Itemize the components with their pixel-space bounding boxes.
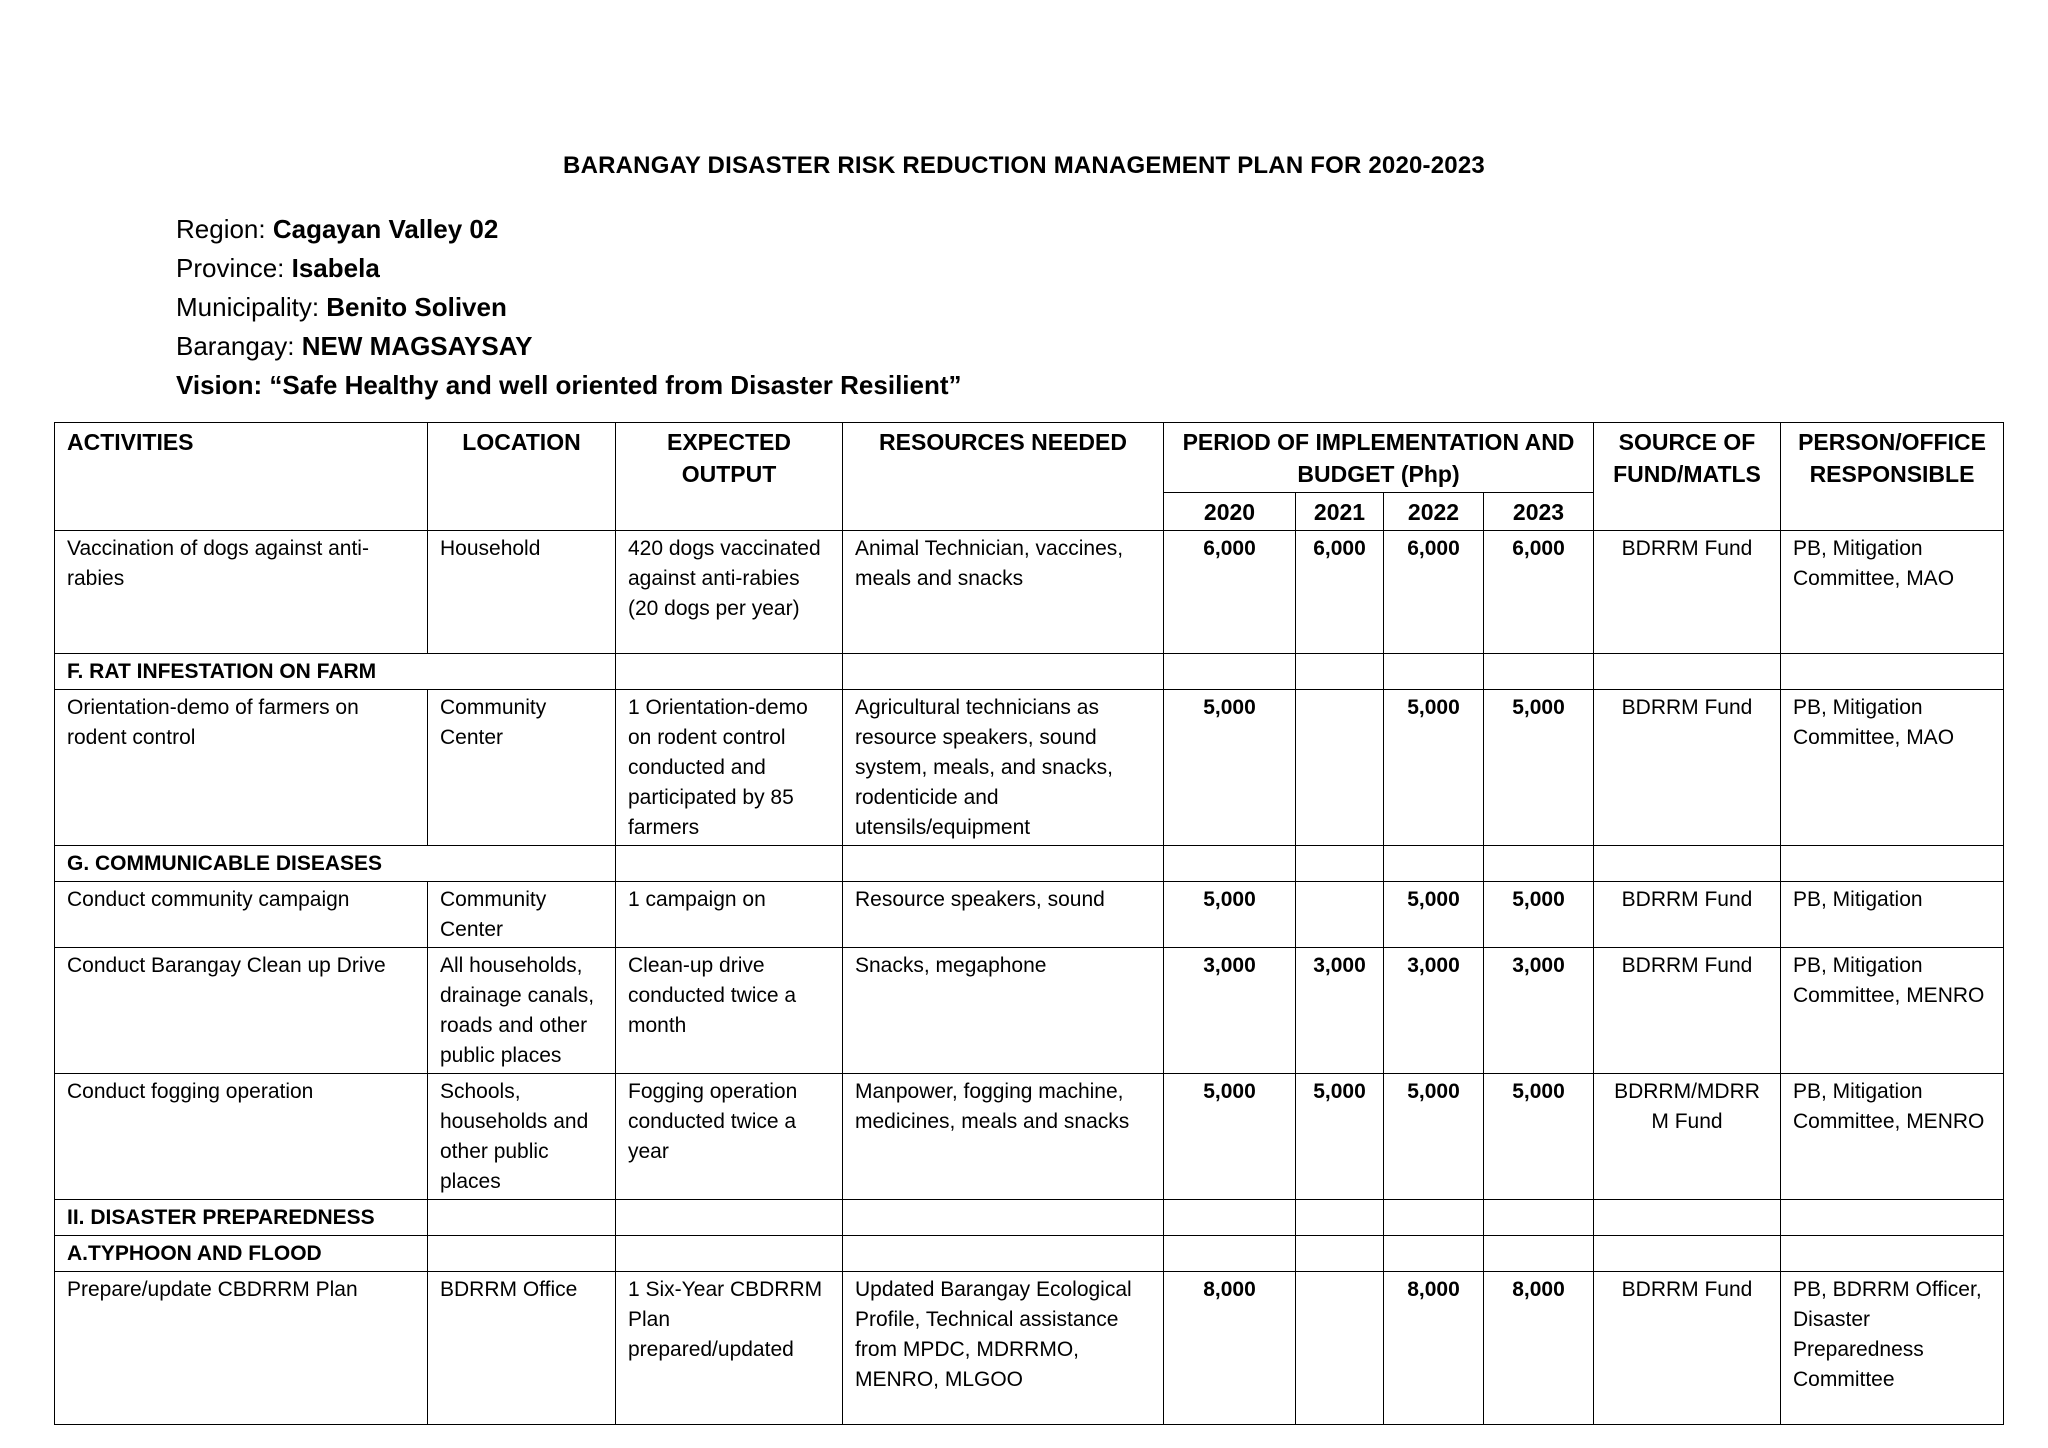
budget-2020-cell: 5,000	[1164, 690, 1296, 846]
empty-cell	[1164, 1236, 1296, 1272]
person-responsible-cell: PB, Mitigation Committee, MAO	[1781, 531, 2004, 654]
empty-cell	[1384, 1236, 1484, 1272]
location-cell: All households, drainage canals, roads and other public places	[428, 948, 616, 1074]
empty-cell	[843, 1236, 1164, 1272]
header-location: LOCATION	[428, 423, 616, 531]
table-row	[55, 1074, 2004, 1200]
budget-2022-cell: 8,000	[1384, 1272, 1484, 1425]
empty-cell	[1296, 654, 1384, 690]
source-of-fund-cell: BDRRM Fund	[1594, 882, 1781, 948]
header-year-2023: 2023	[1484, 493, 1594, 531]
empty-cell	[616, 654, 843, 690]
municipality-value: Benito Soliven	[326, 292, 507, 322]
barangay-line	[176, 327, 962, 366]
plan-table	[54, 422, 2004, 1425]
budget-2022-cell: 5,000	[1384, 690, 1484, 846]
budget-2023-cell: 5,000	[1484, 690, 1594, 846]
empty-cell	[1594, 846, 1781, 882]
expected-output-cell: 1 Six-Year CBDRRM Plan prepared/updated	[616, 1272, 843, 1425]
header-expected-output: EXPECTED OUTPUT	[616, 423, 843, 531]
empty-cell	[428, 1236, 616, 1272]
document-title: BARANGAY DISASTER RISK REDUCTION MANAGEMENT PLAN FOR 2020-2023	[563, 152, 1485, 179]
budget-2021-cell	[1296, 690, 1384, 846]
source-of-fund-cell: BDRRM Fund	[1594, 948, 1781, 1074]
table-row	[55, 882, 2004, 948]
source-of-fund-cell: BDRRM/MDRRM Fund	[1594, 1074, 1781, 1200]
empty-cell	[1781, 654, 2004, 690]
section-heading: II. DISASTER PREPAREDNESS	[55, 1200, 428, 1236]
empty-cell	[1781, 1200, 2004, 1236]
resources-cell: Resource speakers, sound	[843, 882, 1164, 948]
budget-2022-cell: 5,000	[1384, 882, 1484, 948]
empty-cell	[843, 846, 1164, 882]
table-row	[55, 531, 2004, 654]
empty-cell	[1164, 846, 1296, 882]
municipality-label: Municipality:	[176, 292, 327, 322]
budget-2022-cell: 3,000	[1384, 948, 1484, 1074]
resources-cell: Snacks, megaphone	[843, 948, 1164, 1074]
municipality-line	[176, 288, 962, 327]
empty-cell	[1384, 846, 1484, 882]
person-responsible-cell: PB, Mitigation Committee, MENRO	[1781, 948, 2004, 1074]
budget-2023-cell: 3,000	[1484, 948, 1594, 1074]
budget-2020-cell: 6,000	[1164, 531, 1296, 654]
expected-output-cell: Clean-up drive conducted twice a month	[616, 948, 843, 1074]
region-label: Region:	[176, 214, 273, 244]
location-cell: BDRRM Office	[428, 1272, 616, 1425]
empty-cell	[1781, 846, 2004, 882]
empty-cell	[1781, 1236, 2004, 1272]
expected-output-cell: Fogging operation conducted twice a year	[616, 1074, 843, 1200]
resources-cell: Updated Barangay Ecological Profile, Technical assistance from MPDC, MDRRMO, MENRO, MLGOO	[843, 1272, 1164, 1425]
activity-cell: Conduct community campaign	[55, 882, 428, 948]
empty-cell	[1164, 654, 1296, 690]
empty-cell	[1484, 846, 1594, 882]
budget-2020-cell: 8,000	[1164, 1272, 1296, 1425]
province-label: Province:	[176, 253, 292, 283]
empty-cell	[843, 654, 1164, 690]
budget-2022-cell: 6,000	[1384, 531, 1484, 654]
activity-cell: Vaccination of dogs against anti-rabies	[55, 531, 428, 654]
person-responsible-cell: PB, BDRRM Officer, Disaster Preparedness Committee	[1781, 1272, 2004, 1425]
expected-output-cell: 1 campaign on	[616, 882, 843, 948]
section-heading: A.TYPHOON AND FLOOD	[55, 1236, 428, 1272]
activity-cell: Conduct Barangay Clean up Drive	[55, 948, 428, 1074]
province-line	[176, 249, 962, 288]
section-row	[55, 1200, 2004, 1236]
empty-cell	[1384, 654, 1484, 690]
region-value: Cagayan Valley 02	[272, 214, 499, 244]
location-cell: Household	[428, 531, 616, 654]
budget-2021-cell	[1296, 1272, 1384, 1425]
budget-2021-cell: 5,000	[1296, 1074, 1384, 1200]
empty-cell	[1484, 1236, 1594, 1272]
person-responsible-cell: PB, Mitigation Committee, MAO	[1781, 690, 2004, 846]
budget-2020-cell: 3,000	[1164, 948, 1296, 1074]
section-row	[55, 654, 2004, 690]
source-of-fund-cell: BDRRM Fund	[1594, 531, 1781, 654]
activity-cell: Orientation-demo of farmers on rodent control	[55, 690, 428, 846]
budget-2023-cell: 6,000	[1484, 531, 1594, 654]
empty-cell	[1484, 654, 1594, 690]
empty-cell	[1594, 1200, 1781, 1236]
resources-cell: Animal Technician, vaccines, meals and snacks	[843, 531, 1164, 654]
budget-2023-cell: 5,000	[1484, 882, 1594, 948]
plan-table-body	[55, 531, 2004, 1425]
table-row	[55, 1272, 2004, 1425]
table-row	[55, 690, 2004, 846]
header-year-2021: 2021	[1296, 493, 1384, 531]
budget-2023-cell: 5,000	[1484, 1074, 1594, 1200]
activity-cell: Prepare/update CBDRRM Plan	[55, 1272, 428, 1425]
barangay-value: NEW MAGSAYSAY	[301, 331, 533, 361]
region-line	[176, 210, 962, 249]
header-period: PERIOD OF IMPLEMENTATION AND BUDGET (Php)	[1164, 423, 1594, 493]
source-of-fund-cell: BDRRM Fund	[1594, 690, 1781, 846]
source-of-fund-cell: BDRRM Fund	[1594, 1272, 1781, 1425]
empty-cell	[1384, 1200, 1484, 1236]
vision-statement: Vision: “Safe Healthy and well oriented from Disaster Resilient”	[176, 370, 962, 400]
empty-cell	[616, 1200, 843, 1236]
header-row	[55, 423, 2004, 493]
header-year-2022: 2022	[1384, 493, 1484, 531]
budget-2022-cell: 5,000	[1384, 1074, 1484, 1200]
budget-2021-cell: 6,000	[1296, 531, 1384, 654]
expected-output-cell: 420 dogs vaccinated against anti-rabies (20 dogs per year)	[616, 531, 843, 654]
section-row	[55, 846, 2004, 882]
activity-cell: Conduct fogging operation	[55, 1074, 428, 1200]
resources-cell: Manpower, fogging machine, medicines, meals and snacks	[843, 1074, 1164, 1200]
budget-2021-cell	[1296, 882, 1384, 948]
empty-cell	[1594, 1236, 1781, 1272]
section-row	[55, 1236, 2004, 1272]
budget-2020-cell: 5,000	[1164, 1074, 1296, 1200]
empty-cell	[616, 846, 843, 882]
empty-cell	[428, 1200, 616, 1236]
section-heading: G. COMMUNICABLE DISEASES	[55, 846, 616, 882]
barangay-label: Barangay:	[176, 331, 302, 361]
empty-cell	[843, 1200, 1164, 1236]
empty-cell	[616, 1236, 843, 1272]
location-cell: Schools, households and other public places	[428, 1074, 616, 1200]
person-responsible-cell: PB, Mitigation Committee, MENRO	[1781, 1074, 2004, 1200]
header-activities: ACTIVITIES	[55, 423, 428, 531]
header-source: SOURCE OF FUND/MATLS	[1594, 423, 1781, 531]
expected-output-cell: 1 Orientation-demo on rodent control conducted and participated by 85 farmers	[616, 690, 843, 846]
table-row	[55, 948, 2004, 1074]
person-responsible-cell: PB, Mitigation	[1781, 882, 2004, 948]
location-cell: Community Center	[428, 690, 616, 846]
header-resources-needed: RESOURCES NEEDED	[843, 423, 1164, 531]
location-cell: Community Center	[428, 882, 616, 948]
empty-cell	[1296, 1236, 1384, 1272]
empty-cell	[1296, 846, 1384, 882]
document-meta	[176, 210, 962, 405]
budget-2021-cell: 3,000	[1296, 948, 1384, 1074]
empty-cell	[1296, 1200, 1384, 1236]
budget-2023-cell: 8,000	[1484, 1272, 1594, 1425]
header-year-2020: 2020	[1164, 493, 1296, 531]
budget-2020-cell: 5,000	[1164, 882, 1296, 948]
empty-cell	[1164, 1200, 1296, 1236]
province-value: Isabela	[291, 253, 380, 283]
empty-cell	[1484, 1200, 1594, 1236]
header-person: PERSON/OFFICE RESPONSIBLE	[1781, 423, 2004, 531]
section-heading: F. RAT INFESTATION ON FARM	[55, 654, 616, 690]
resources-cell: Agricultural technicians as resource speakers, sound system, meals, and snacks, rodenticide and utensils/equipment	[843, 690, 1164, 846]
empty-cell	[1594, 654, 1781, 690]
